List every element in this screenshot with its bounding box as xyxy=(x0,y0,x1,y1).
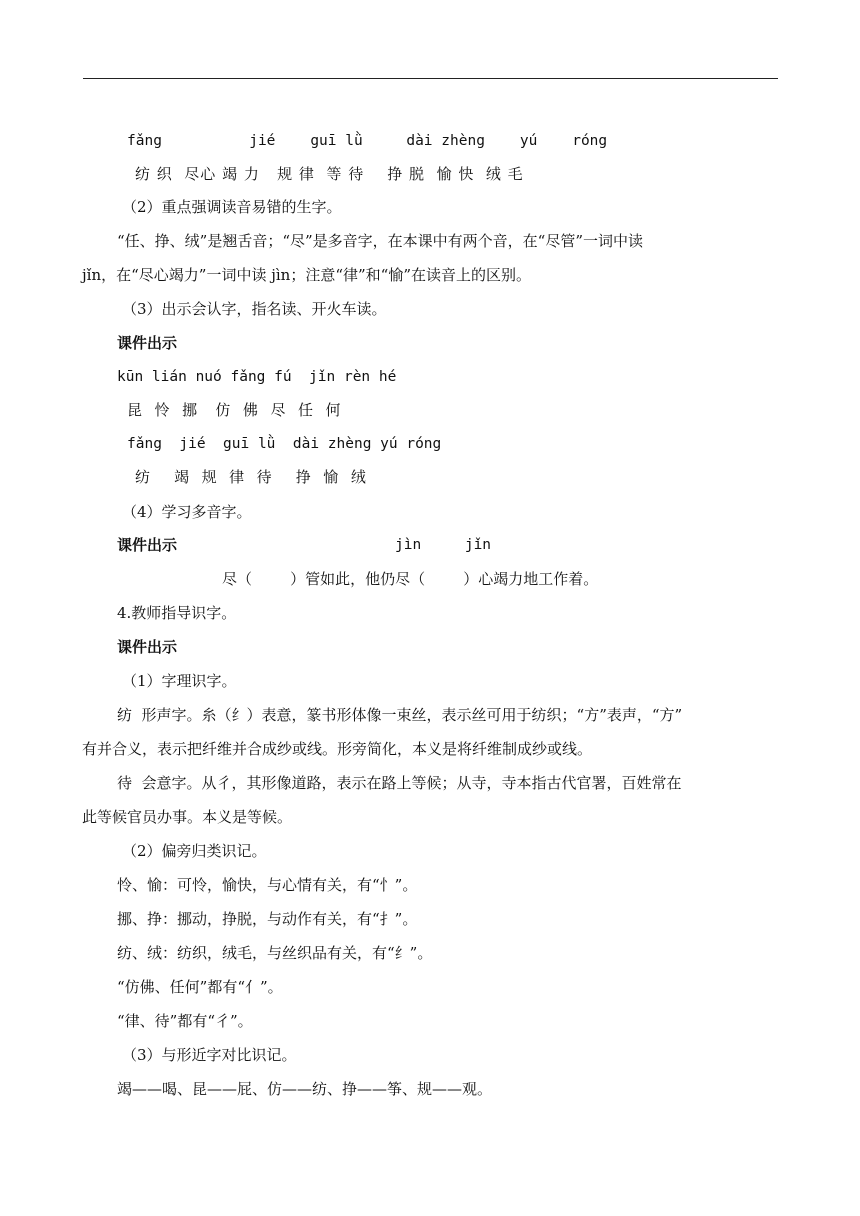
dai-explanation-line-1: 待 会意字。从彳，其形像道路，表示在路上等候；从寺，寺本指古代官署，百姓常在 xyxy=(117,774,682,792)
pinyin-row-2: kūn lián nuó fǎng fú jǐn rèn hé xyxy=(117,369,397,385)
item-4-title: （4）学习多音字。 xyxy=(122,503,252,521)
radical-line-3: 纺、绒：纺织，绒毛，与丝织品有关，有“纟”。 xyxy=(117,944,433,962)
radical-line-5: “律、待”都有“彳”。 xyxy=(117,1012,253,1030)
radical-title: （2）偏旁归类识记。 xyxy=(122,842,267,860)
item-2-line-1: “任、挣、绒”是翘舌音；“尽”是多音字，在本课中有两个音，在“尽管”一词中读 xyxy=(117,232,644,250)
item-2-title: （2）重点强调读音易错的生字。 xyxy=(122,198,342,216)
chars-row-3: 纺 竭 规 律 待 挣 愉 绒 xyxy=(135,468,367,486)
step-4-title: 4.教师指导识字。 xyxy=(117,604,237,622)
radical-line-1: 怜、愉：可怜，愉快，与心情有关，有“忄”。 xyxy=(117,876,418,894)
polyphone-sentence: 尽（ ）管如此，他仍尽（ ）心竭力地工作着。 xyxy=(222,570,599,588)
pinyin-row-1: fǎng jié guī lǜ dài zhèng yú róng xyxy=(127,133,608,149)
kejian-label-2: 课件出示 xyxy=(117,536,178,554)
kejian-label-3: 课件出示 xyxy=(117,638,178,656)
radical-line-4: “仿佛、任何”都有“亻”。 xyxy=(117,978,283,996)
polyphone-pinyin: jìn jǐn xyxy=(395,537,492,553)
header-rule xyxy=(83,78,778,79)
chars-row-1: 纺 织 尽心 竭 力 规 律 等 待 挣 脱 愉 快 绒 毛 xyxy=(135,165,524,183)
fang-explanation-line-1: 纺 形声字。糸（纟）表意，篆书形体像一束丝，表示丝可用于纺织；“方”表声，“方” xyxy=(117,706,683,724)
compare-line: 竭——喝、昆——屁、仿——纺、挣——筝、规——观。 xyxy=(117,1080,493,1098)
radical-line-2: 挪、挣：挪动，挣脱，与动作有关，有“扌”。 xyxy=(117,910,418,928)
pinyin-row-3: fǎng jié guī lǜ dài zhèng yú róng xyxy=(127,436,442,452)
zi-li-title: （1）字理识字。 xyxy=(122,672,237,690)
kejian-label-1: 课件出示 xyxy=(117,334,178,352)
dai-explanation-line-2: 此等候官员办事。本义是等候。 xyxy=(82,808,293,826)
item-2-line-2: jǐn，在“尽心竭力”一词中读 jìn；注意“律”和“愉”在读音上的区别。 xyxy=(82,266,531,284)
chars-row-2: 昆 怜 挪 仿 佛 尽 任 何 xyxy=(127,401,342,419)
compare-title: （3）与形近字对比识记。 xyxy=(122,1046,297,1064)
fang-explanation-line-2: 有并合义，表示把纤维并合成纱或线。形旁简化，本义是将纤维制成纱或线。 xyxy=(82,740,593,758)
item-3-title: （3）出示会认字，指名读、开火车读。 xyxy=(122,300,387,318)
